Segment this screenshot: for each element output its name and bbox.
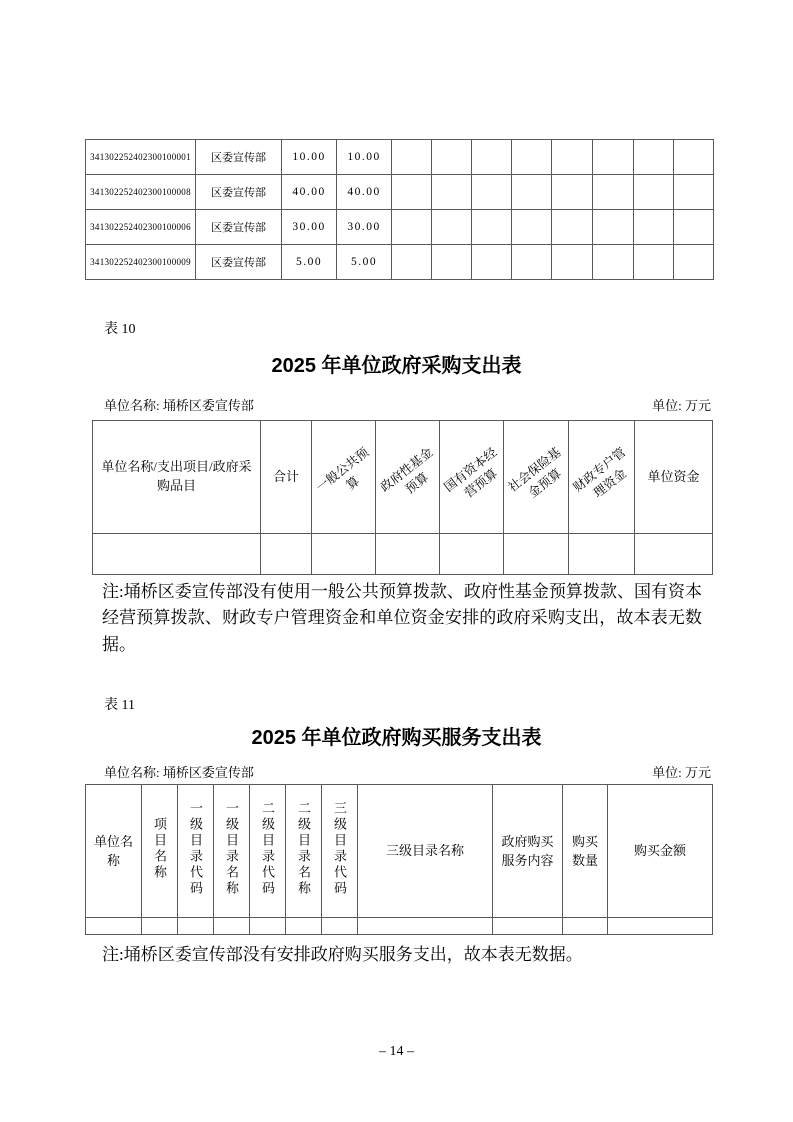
header-cell: 三级目录代码 (322, 785, 358, 918)
empty-cell (593, 245, 634, 280)
empty-cell (674, 175, 714, 210)
header-cell: 社会保险基金预算 (504, 421, 569, 534)
table11-label: 表 11 (104, 698, 135, 713)
header-cell: 项目名称 (142, 785, 178, 918)
table10-label: 表 10 (104, 322, 136, 337)
header-cell: 政府购买服务内容 (493, 785, 563, 918)
empty-cell (250, 918, 286, 935)
empty-cell (358, 918, 493, 935)
header-cell: 购买金额 (608, 785, 713, 918)
empty-cell (634, 245, 674, 280)
header-cell: 合计 (261, 421, 312, 534)
dept-cell: 区委宣传部 (196, 245, 282, 280)
table11-meta (104, 762, 711, 781)
unit-name-label: 单位名称: (104, 398, 160, 413)
empty-cell (593, 140, 634, 175)
table10-note: 注:埇桥区委宣传部没有使用一般公共预算拨款、政府性基金预算拨款、国有资本经营预算拨款、财政专户管理资金和单位资金安排的政府采购支出，故本表无数据。 (102, 582, 702, 654)
table-row (86, 210, 714, 245)
empty-cell (552, 175, 593, 210)
empty-cell (472, 175, 512, 210)
empty-cell (392, 140, 432, 175)
table10-title: 2025 年单位政府采购支出表 (271, 355, 522, 377)
header-cell: 国有资本经营预算 (440, 421, 504, 534)
table11-title: 2025 年单位政府购买服务支出表 (251, 727, 542, 749)
header-cell: 单位名称/支出项目/政府采购品目 (93, 421, 261, 534)
project-code-cell: 341302252402300100008 (86, 175, 196, 210)
empty-cell (634, 210, 674, 245)
amount-cell: 10.00 (282, 140, 337, 175)
unit-name (104, 395, 254, 414)
empty-cell (593, 175, 634, 210)
header-cell: 单位资金 (635, 421, 713, 534)
unit-name (104, 762, 254, 781)
amount-cell: 30.00 (282, 210, 337, 245)
table11-note: 注:埇桥区委宣传部没有安排政府购买服务支出，故本表无数据。 (102, 945, 583, 964)
empty-cell (214, 918, 250, 935)
empty-cell (552, 245, 593, 280)
empty-cell (512, 175, 552, 210)
unit-name-value: 埇桥区委宣传部 (162, 765, 254, 780)
table-row (86, 245, 714, 280)
page-number: – 14 – (379, 1044, 414, 1059)
empty-cell (504, 534, 569, 575)
empty-cell (93, 534, 261, 575)
unit-name-label: 单位名称: (104, 765, 160, 780)
money-unit-label: 单位: 万元 (652, 398, 711, 413)
amount-cell: 40.00 (337, 175, 392, 210)
empty-cell (552, 140, 593, 175)
table-row (86, 175, 714, 210)
header-row (86, 785, 713, 918)
amount-cell: 10.00 (337, 140, 392, 175)
empty-cell (472, 210, 512, 245)
header-cell: 购买数量 (563, 785, 608, 918)
header-cell: 二级目录代码 (250, 785, 286, 918)
empty-cell (432, 245, 472, 280)
empty-cell (674, 245, 714, 280)
empty-cell (635, 534, 713, 575)
empty-cell (376, 534, 440, 575)
empty-cell (142, 918, 178, 935)
empty-cell (322, 918, 358, 935)
empty-cell (392, 245, 432, 280)
carryover-table (85, 139, 714, 280)
header-cell: 三级目录名称 (358, 785, 493, 918)
empty-cell (392, 210, 432, 245)
empty-cell (86, 918, 142, 935)
empty-cell (432, 210, 472, 245)
money-unit-label: 单位: 万元 (652, 765, 711, 780)
amount-cell: 40.00 (282, 175, 337, 210)
header-cell: 单位名称 (86, 785, 142, 918)
empty-cell (472, 140, 512, 175)
project-code-cell: 341302252402300100009 (86, 245, 196, 280)
amount-cell: 30.00 (337, 210, 392, 245)
header-cell: 一级目录代码 (178, 785, 214, 918)
table10-meta (104, 395, 711, 414)
empty-cell (440, 534, 504, 575)
header-cell: 一般公共预算 (312, 421, 376, 534)
unit-name-value: 埇桥区委宣传部 (162, 398, 254, 413)
header-cell: 财政专户管理资金 (569, 421, 635, 534)
header-cell: 二级目录名称 (286, 785, 322, 918)
empty-cell (674, 210, 714, 245)
empty-cell (593, 210, 634, 245)
header-cell: 一级目录名称 (214, 785, 250, 918)
empty-cell (569, 534, 635, 575)
empty-cell (512, 245, 552, 280)
header-row (93, 421, 713, 534)
empty-cell (432, 175, 472, 210)
purchased-services-table (85, 784, 713, 935)
header-cell: 政府性基金预算 (376, 421, 440, 534)
empty-cell (634, 175, 674, 210)
amount-cell: 5.00 (282, 245, 337, 280)
empty-cell (563, 918, 608, 935)
empty-cell (432, 140, 472, 175)
project-code-cell: 341302252402300100006 (86, 210, 196, 245)
empty-cell (286, 918, 322, 935)
empty-cell (472, 245, 512, 280)
empty-cell (512, 140, 552, 175)
empty-cell (178, 918, 214, 935)
empty-cell (512, 210, 552, 245)
table-row (86, 140, 714, 175)
empty-data-row (86, 918, 713, 935)
dept-cell: 区委宣传部 (196, 140, 282, 175)
empty-data-row (93, 534, 713, 575)
project-code-cell: 341302252402300100001 (86, 140, 196, 175)
empty-cell (674, 140, 714, 175)
empty-cell (493, 918, 563, 935)
empty-cell (608, 918, 713, 935)
empty-cell (261, 534, 312, 575)
dept-cell: 区委宣传部 (196, 175, 282, 210)
empty-cell (312, 534, 376, 575)
empty-cell (552, 210, 593, 245)
empty-cell (392, 175, 432, 210)
amount-cell: 5.00 (337, 245, 392, 280)
empty-cell (634, 140, 674, 175)
dept-cell: 区委宣传部 (196, 210, 282, 245)
gov-procurement-table (92, 420, 713, 575)
